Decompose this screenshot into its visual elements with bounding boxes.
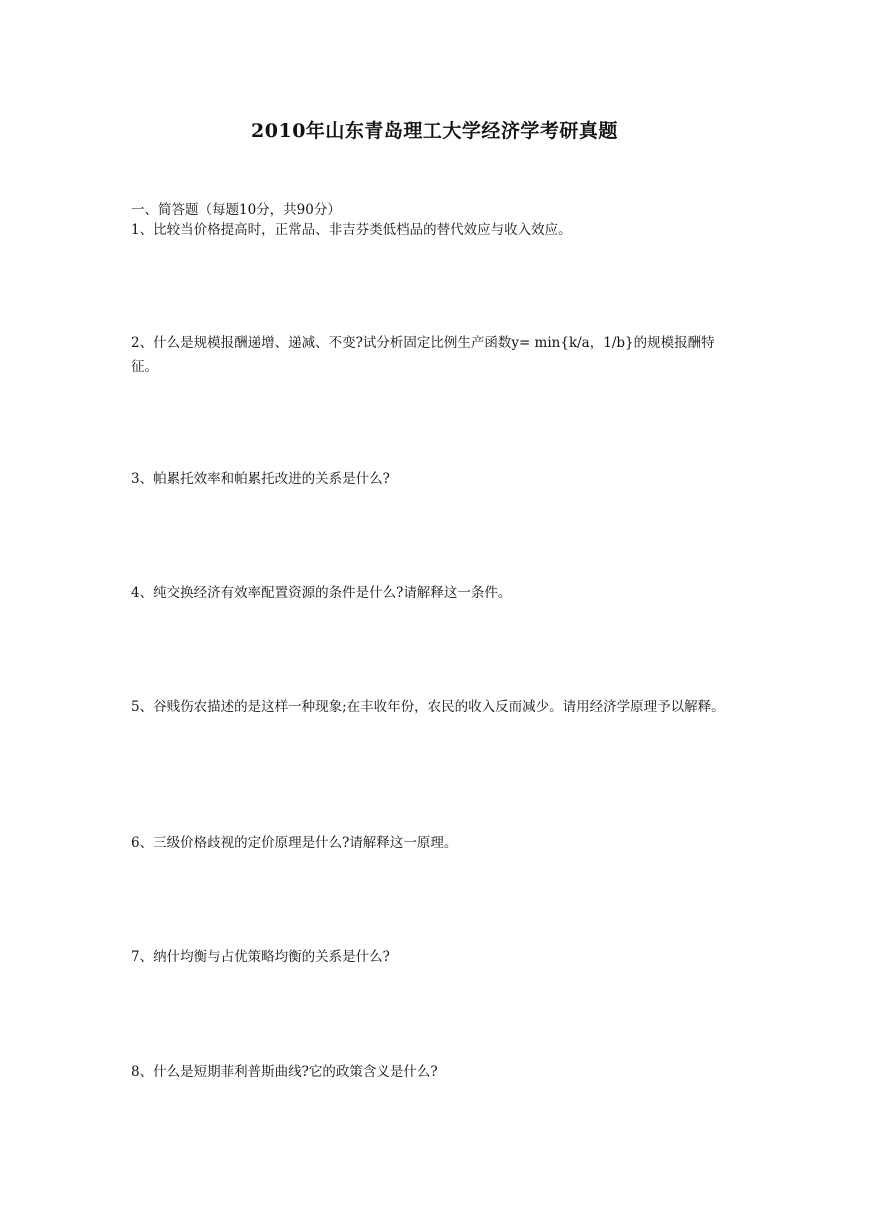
document-title: 2010年山东青岛理工大学经济学考研真题 (251, 120, 618, 142)
question-1: 1、比较当价格提高时，正常品、非吉芬类低档品的替代效应与收入效应。 (131, 222, 572, 238)
question-3: 3、帕累托效率和帕累托改进的关系是什么? (131, 471, 390, 487)
question-7: 7、纳什均衡与占优策略均衡的关系是什么? (131, 949, 390, 965)
question-6: 6、三级价格歧视的定价原理是什么?请解释这一原理。 (131, 835, 458, 851)
section-header: 一、简答题（每题10分，共90分） (131, 202, 341, 218)
question-2: 2、什么是规模报酬递增、递减、不变?试分析固定比例生产函数y= min{k/a，1/b}的规模报酬特征。 (131, 335, 715, 375)
question-4: 4、纯交换经济有效率配置资源的条件是什么?请解释这一条件。 (131, 585, 512, 601)
question-8: 8、什么是短期菲利普斯曲线?它的政策含义是什么? (131, 1064, 438, 1080)
question-5: 5、谷贱伤农描述的是这样一种现象;在丰收年份，农民的收入反而减少。请用经济学原理予以解释。 (131, 699, 725, 715)
